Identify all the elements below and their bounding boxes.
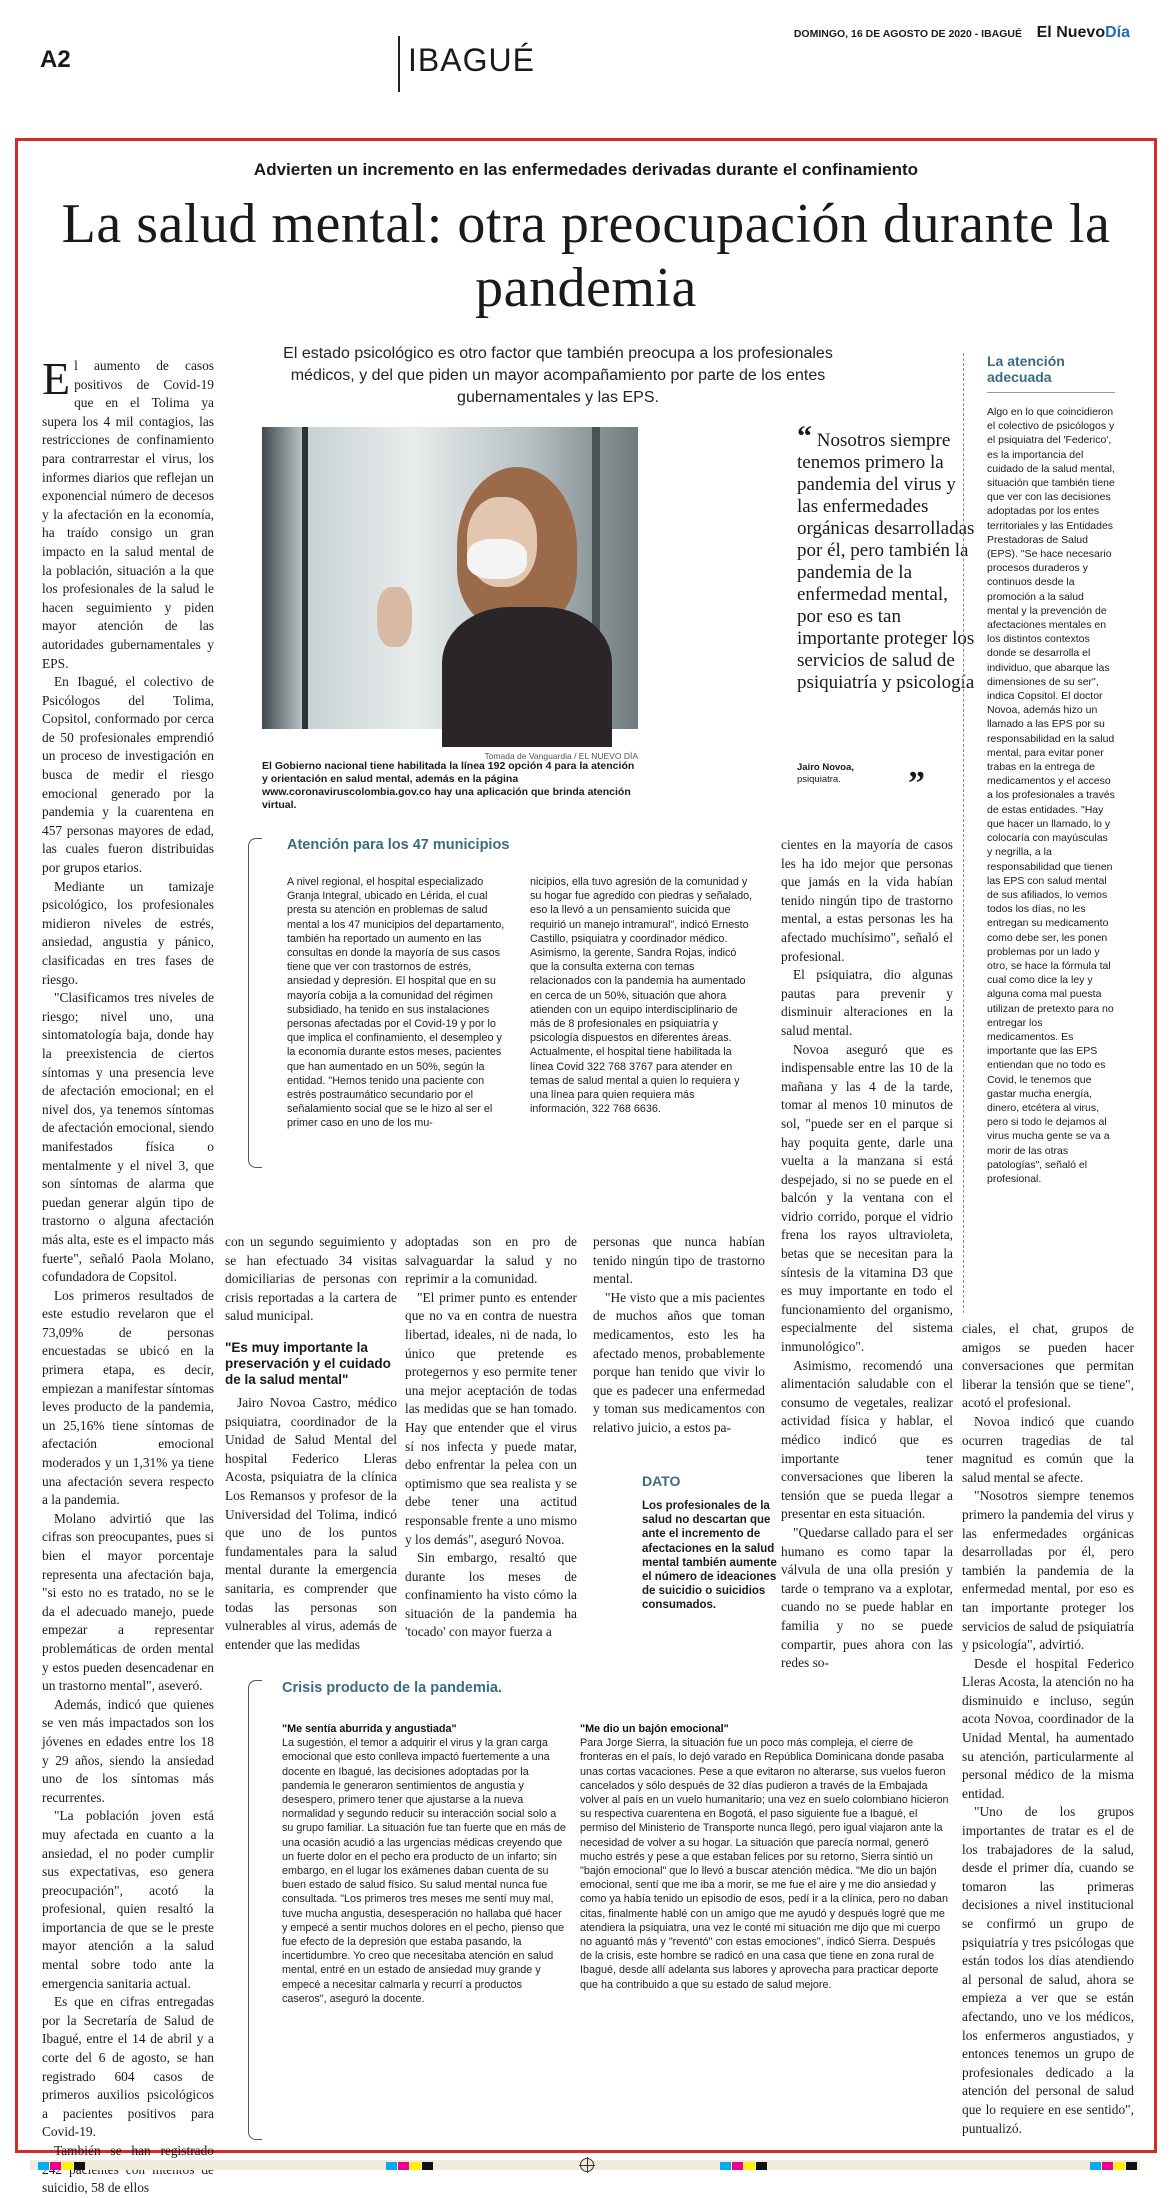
color-swatch (744, 2162, 755, 2170)
logo-prefix: El Nuevo (1036, 24, 1106, 41)
color-swatch (386, 2162, 397, 2170)
dato-box (642, 1473, 780, 1613)
sidebar-title: La atención adecuada (987, 353, 1065, 385)
paragraph: Los primeros resultados de este estudio revelaron que el 73,09% de personas encuestadas se ubicó en la primera etapa, es decir, empiezan a manifestar síntomas leves producto de la pandemia, un 25,16% tiene síntomas de afectación emocional moderados y un 1,31% ya tiene una afectación severa respecto a la pandemia. (42, 1287, 214, 1508)
box-column-2: nicipios, ella tuvo agresión de la comunidad y su hogar fue agredido con piedras y señalado, eso la llevó a un pensamiento suicida que requirió un manejo intramural", indicó Ernesto Castillo, psiquiatra y coordinador médico. Asimismo, la gerente, Sandra Rojas, indicó que la consulta externa con temas relacionados con la pandemia ha aumentado en cerca de un 50%, situación que ahora atienden con un equipo interdisciplinario de más de 8 profesionales en psiquiatría y psicología dispuestos en diferentes áreas. Actualmente, el hospital tiene habilitada la línea Covid 322 768 3767 para atender en temas de salud mental a quien lo requiera y una línea para quien requiera más información, 322 768 6636. (530, 876, 753, 1116)
paragraph: Jairo Novoa Castro, médico psiquiatra, coordinador de la Unidad de Salud Mental del hospital Federico Lleras Acosta, psiquiatra de la clínica Los Remansos y profesor de la Universidad del Tolima, indicó que uno de los puntos fundamentales para la salud mental durante la emergencia sanitaria, es comprender que todas las personas son vulnerables al virus, además de entender que las medidas (225, 1394, 397, 1652)
logo-suffix: Día (1105, 24, 1130, 41)
header-divider (398, 36, 400, 92)
body-column-5 (781, 836, 953, 1671)
photo-caption: El Gobierno nacional tiene habilitada la línea 192 opción 4 para la atención y orientación en salud mental, además en la página www.coronaviruscolombia.gov.co hay una aplicación que brinda atención virtual. (262, 760, 635, 811)
body-column-6 (962, 1320, 1134, 2150)
paragraph: Además, indicó que quienes se ven más impactados son los jóvenes en edades entre los 18 y 29 años, siendo la ansiedad uno de los síntomas más recurrentes. (42, 1696, 214, 1805)
face-mask (467, 539, 527, 579)
paragraph: ciales, el chat, grupos de amigos se pueden hacer conversaciones que permitan liberar la tensión que se tiene", acotó el profesional. (962, 1321, 1134, 1411)
quote-attribution (797, 762, 854, 786)
dato-title: DATO (642, 1473, 681, 1489)
page-number: A2 (40, 46, 71, 73)
registration-mark-icon (580, 2158, 594, 2172)
box-title: Atención para los 47 municipios (287, 837, 510, 853)
color-swatch (720, 2162, 731, 2170)
box-title: Crisis producto de la pandemia. (282, 1680, 502, 1696)
photo-credit: Tomada de Vanguardia / EL NUEVO DÍA (484, 751, 638, 761)
paragraph: "He visto que a mis pacientes de muchos años que toman medicamentos, esto les ha afectado menos, probablemente porque han tenido que vivir lo que es padecer una enfermedad y toman sus medicamentos con relativo juicio, a estos pa- (593, 1289, 765, 1435)
quote-author: Jairo Novoa, (797, 762, 855, 773)
color-swatch (398, 2162, 409, 2170)
body-column-4 (593, 1233, 765, 1468)
box-subhead: "Me sentía aburrida y angustiada" (282, 1723, 457, 1735)
paragraph: "El primer punto es entender que no va en contra de nuestra libertad, ideales, ni de nada, lo único que pretende es protegernos y eso permite tener una mejor aceptación de todas las medidas que se han tomado. Hay que entender que el virus sí nos infecta y puede matar, debo enfrentar la pelea con un optimismo que sea realista y se debe tener una actitud responsable frente a uno mismo y los demás", aseguró Novoa. (405, 1289, 577, 1547)
paragraph: Novoa indicó que cuando ocurren tragedias de tal magnitud es común que la salud mental se afecte. (962, 1413, 1134, 1485)
box-brace (248, 1680, 262, 2140)
open-quote-icon: “ (797, 420, 812, 453)
body-column-3 (405, 1233, 577, 1643)
paragraph: Desde el hospital Federico Lleras Acosta, la atención no ha disminuido e incluso, según acota Novoa, coordinador de la Unidad Mental, ha aumentado su atención, particularmente al personal médico de la misma entidad. (962, 1655, 1134, 1801)
article-photo (262, 427, 638, 729)
photo-hand (377, 587, 412, 647)
color-swatch (422, 2162, 433, 2170)
box-brace (248, 838, 262, 1168)
paragraph: Asimismo, recomendó una alimentación saludable con el consumo de vegetales, realizar actividad física y hablar, el médico indicó que es importante tener conversaciones que liberen la tensión que se pueda llegar a presentar en esta situación. (781, 1357, 953, 1522)
window-frame (302, 427, 308, 729)
box-paragraph: Para Jorge Sierra, la situación fue un poco más compleja, el cierre de fronteras en el país, lo dejó varado en República Dominicana donde pasaba unas cortas vacaciones. Pese a que evitaron no alterarse, sus vuelos fueron cancelados y sólo después de 32 días pudieron a través de la Embajada volver al país en un vuelo humanitario; una vez en suelo colombiano hicieron su respectiva cuarentena en Bogotá, el paso siguiente fue a Ibagué, el permiso del Ministerio de Transporte nunca llegó, pero igual viajaron ante la necesidad de volver a su hogar. La situación que parecía normal, generó mucho estrés y pese a que estaban felices por su retorno, Sierra sintió un "bajón emocional" que lo llevó a buscar atención médica. "Me dio un bajón emocional, sentí que me iba a morir, se me fue el aire y me dio ansiedad y como ya había tenido un episodio de esos, pedí ir a la clínica, pero no daban citas, finalmente hablé con un amigo que me ayudó y después logré que me atendiera la psiquiatra, una vez le conté mi situación me dijo que mi cuerpo no aguantó más y "reventó" con estas emociones", indicó Sierra. Después de la crisis, este hombre se radicó en una casa que tiene en zona rural de Ibagué, desde allí adelanta sus labores y aprovecha para practicar deporte que ha contribuido a que su estado de salud mejore. (580, 1737, 949, 1991)
close-quote-icon: ” (908, 765, 925, 802)
color-swatch (756, 2162, 767, 2170)
paragraph: "Uno de los grupos importantes de tratar es el de los trabajadores de la salud, desde el primer día, cuando se tomaron las primeras decisiones a nivel institucional se confirmó un grupo de psiquiatría y tres psicólogas que están todos los días atendiendo al personal de salud, ahora se empieza a ver que se están afectando, uno ve los médicos, los enfermeros angustiados, y entonces tenemos un grupo de profesionales dedicado a la atención del personal de salud que lo requiere en ese sentido", puntualizó. (962, 1804, 1134, 2136)
color-swatch (732, 2162, 743, 2170)
box-column-2 (580, 1722, 950, 2150)
newspaper-logo (1037, 24, 1130, 42)
body-column-2 (225, 1233, 397, 1652)
paragraph: con un segundo seguimiento y se han efectuado 34 visitas domiciliarias de personas con crisis reportadas a la cartera de salud municipal. (225, 1234, 397, 1324)
color-swatch (38, 2162, 49, 2170)
color-swatch (50, 2162, 61, 2170)
article-kicker: Advierten un incremento en las enfermedades derivadas durante el confinamiento (253, 160, 919, 179)
paragraph: personas que nunca habían tenido ningún tipo de trastorno mental. (593, 1234, 765, 1287)
dato-text: Los profesionales de la salud no descartan que ante el incremento de afectaciones en la salud mental también aumente el número de ideaciones de suicidio o suicidios consumados. (642, 1500, 777, 1612)
color-swatch (1126, 2162, 1137, 2170)
paragraph: "Quedarse callado para el ser humano es como tapar la válvula de una olla presión y tarde o temprano va a explotar, cuando no se puede hablar en familia y no se puede compartir, pues ahora con las redes so- (781, 1524, 953, 1671)
article-headline: La salud mental: otra preocupación durante la pandemia (61, 193, 1111, 319)
paragraph: El psiquiatra, dio algunas pautas para prevenir y disminuir alteraciones en la salud mental. (781, 967, 953, 1038)
color-swatch (74, 2162, 85, 2170)
article-deck: El estado psicológico es otro factor que también preocupa a los profesionales médicos, y del que piden un mayor acompañamiento por parte de los entes gubernamentales y las EPS. (283, 345, 833, 406)
sidebar-text: Algo en lo que coincidieron el colectivo de psicólogos y el psiquiatra del 'Federico', es la importancia del cuidado de la salud mental, situación que también tiene que ver con las decisiones adoptadas por los entes territoriales y las Entidades Prestadoras de Salud (EPS). "Se hace necesario procesos duraderos y continuos desde la promoción a la salud mental y la prevención de afectaciones mentales en los distintos contextos donde se desarrolla el individuo, que abarque las dimensiones de su ser", indica Copsitol. El doctor Novoa, además hizo un llamado a las EPS por su responsabilidad en la salud mental, para evitar poner trabas en la entrega de medicamentos y el acceso a los profesionales a través de estas entidades. "Hay que hacer un llamado, lo y colocaría con mayúsculas y negrilla, a la responsabilidad que tienen las EPS con salud mental de sus afiliados, lo vemos todos los días, no les entregan su medicamento como debe ser, les ponen problemas por un lado y otro, se hace la fórmula tal cual como dice la ley y alguna coma mal puesta utilizan de pretexto para no entregar los medicamentos. Es importante que las EPS entiendan que no todo es Covid, le tenemos que gastar mucha energía, dinero, etcétera al virus, pero si todo le dejamos al virus mucha gente se va a morir de las otras patologías", señaló el profesional. (987, 406, 1115, 1185)
color-swatch (62, 2162, 73, 2170)
city-text: IBAGUÉ (981, 28, 1022, 40)
paragraph: Es que en cifras entregadas por la Secretaría de Salud de Ibagué, entre el 14 de abril y a corte del 6 de agosto, se han registrado 604 casos de primeros auxilios psicológicos a pacientes positivos para Covid-19. (42, 1994, 214, 2140)
color-swatch (1102, 2162, 1113, 2170)
box-subhead: "Me dio un bajón emocional" (580, 1723, 729, 1735)
dateline: DOMINGO, 16 DE AGOSTO DE 2020 - IBAGUÉ (793, 28, 1022, 40)
sidebar-divider (987, 392, 1115, 393)
date-text: DOMINGO, 16 DE AGOSTO DE 2020 (793, 28, 972, 40)
paragraph: adoptadas son en pro de salvaguardar la salud y no reprimir a la comunidad. (405, 1234, 577, 1287)
paragraph: "Nosotros siempre tenemos primero la pandemia del virus y las enfermedades orgánicas desarrolladas por él, pero también la pandemia de la enfermedad mental, por eso es tan importante proteger los servicios de salud de psiquiatría y psicología", advirtió. (962, 1488, 1134, 1653)
pull-quote (797, 420, 977, 694)
box-column-1 (282, 1722, 567, 2150)
paragraph: cientes en la mayoría de casos les ha ido mejor que personas que jamás en la vida habían tenido ningún tipo de trastorno mental, a estas personas les ha afectado muchísimo", señaló el profesional. (781, 837, 953, 964)
paragraph: "Clasificamos tres niveles de riesgo; nivel uno, una sintomatología baja, donde hay la preexistencia de ciertos síntomas y una presencia leve de afectación emocional; en el nivel dos, ya tenemos síntomas de afectación emocional, siendo manifestados física o mentalmente y el nivel 3, que son síntomas de alarma que puedan generar algún tipo de trastorno o alguna afectación más alta, este es el impacto más fuerte", señaló Paola Molano, cofundadora de Copsitol. (42, 990, 214, 1285)
paragraph: Sin embargo, resaltó que durante los meses de confinamiento ha visto cómo la situación de la pandemia ha 'tocado' con mayor fuerza a (405, 1550, 577, 1640)
paragraph: Mediante un tamizaje psicológico, los profesionales midieron niveles de estrés, ansiedad, angustia y pánico, clasificadas en tres fases de riesgo. (42, 878, 214, 987)
photo-body (442, 607, 612, 747)
paragraph: En Ibagué, el colectivo de Psicólogos del Tolima, Copsitol, conformado por cerca de 50 profesionales emprendió un proceso de investigación en busca de medir el riesgo emocional generado por la pandemia y la cuarentena en 457 personas mayores de edad, las cuales fueron distribuidas por grupos etarios. (42, 674, 214, 876)
paragraph: Molano advirtió que las cifras son preocupantes, pues si bien el mayor porcentaje representa una afectación baja, "si esto no es tratado, no se le da el adecuado manejo, puede empezar a representar problemáticas de orden mental y estos pueden desencadenar en un trastorno mental", aseveró. (42, 1510, 214, 1694)
paragraph: Novoa aseguró que es indispensable entre las 10 de la mañana y las 4 de la tarde, tomar al menos 10 minutos de sol, "puede ser en el parque si hay poquita gente, darle una vuelta a la manzana si está despejado, si no se puede en el balcón y la ventana con el vidrio corrido, porque el vidrio frena los rayos ultravioleta, betas que se necesitan para la síntesis de la vitamina D3 que es muy importante en todo el funcionamiento del organismo, especialmente del sistema inmunológico". (781, 1041, 953, 1355)
section-title: IBAGUÉ (408, 42, 535, 78)
paragraph: También se han registrado suicidio, 58 de ellos (42, 2143, 214, 2196)
subhead: "Es muy importante la preservación y el cuidado de la salud mental" (225, 1339, 391, 1387)
quote-role: psiquiatra. (797, 774, 841, 785)
color-swatch (1114, 2162, 1125, 2170)
body-column-1 (42, 353, 214, 2196)
box-column-1: A nivel regional, el hospital especializado Granja Integral, ubicado en Lérida, el cual presta su atención en problemas de salud mental a los 47 municipios del departamento, también ha reportado un aumento en las consultas en donde la mayoría de sus casos tiene que ver con trastornos de estrés, ansiedad y depresión. El hospital que en su mayoría cobija a la comunidad del régimen subsidiado, ha tenido en sus instalaciones personas afectadas por el Covid-19 y por lo que implica el confinamiento, el desempleo y la economía durante estos meses, pacientes que han aumentado en un 50%, según la entidad. "Hemos tenido una paciente con estrés postraumático secundario por el señalamiento social que se le hizo al ser el primer caso en uno de los mu- (287, 876, 505, 1130)
paragraph: "La población joven está muy afectada en cuanto a la ansiedad, el no poder cumplir sus expectativas, eso genera preocupación", acotó la profesional, quien resaltó la importancia de que se le preste mayor atención a la salud mental sobre todo ante la emergencia sanitaria actual. (42, 1808, 214, 1991)
drop-cap: E (42, 353, 71, 404)
color-swatch (1090, 2162, 1101, 2170)
color-swatch (410, 2162, 421, 2170)
box-paragraph: La sugestión, el temor a adquirir el virus y la gran carga emocional que esto conlleva impactó fuertemente a una docente en Ibagué, las decisiones adoptadas por la pandemia le generaron sentimientos de angustia y desespero, primero tener que ajustarse a la nueva normalidad y segundo reducir su interacción social solo a su grupo familiar. La situación fue tan fuerte que en más de una ocasión acudió a las urgencias médicas creyendo que un fuerte dolor en el pecho era producto de un infarto; sin embargo, en el lugar los exámenes daban cuenta de su buen estado de salud físico. Su salud mental nunca fue consultada. "Los primeros tres meses me sentí muy mal, tuve mucha angustia, desesperación no hallaba qué hacer y empecé a sentir muchos dolores en el pecho, pienso que fue efecto de la depresión que estaba pasando, la incertidumbre. Yo creo que necesitaba atención en salud mental, entré en un estado de ansiedad muy grande y empecé a necesitar calmarla y recurrí a productos caseros", aseguró la docente. (282, 1737, 566, 2005)
pull-quote-text: Nosotros siempre tenemos primero la pandemia del virus y las enfermedades orgánicas desarrolladas por él, pero también la pandemia de la enfermedad mental, por eso es tan importante proteger los servicios de salud de psiquiatría y psicología (797, 430, 975, 693)
sidebar-rule (963, 353, 964, 1313)
paragraph: l aumento de casos positivos de Covid-19 que en el Tolima ya supera los 4 mil contagios, las restricciones de confinamiento para contrarrestar el virus, los informes diarios que reflejan un exponencial número de decesos y la afectación en la economía, ha traído consigo un gran impacto en la salud mental de la población, situación a la que los profesionales de la salud le hacen seguimiento y piden mayor atención de las autoridades gubernamentales y EPS. (42, 358, 214, 671)
